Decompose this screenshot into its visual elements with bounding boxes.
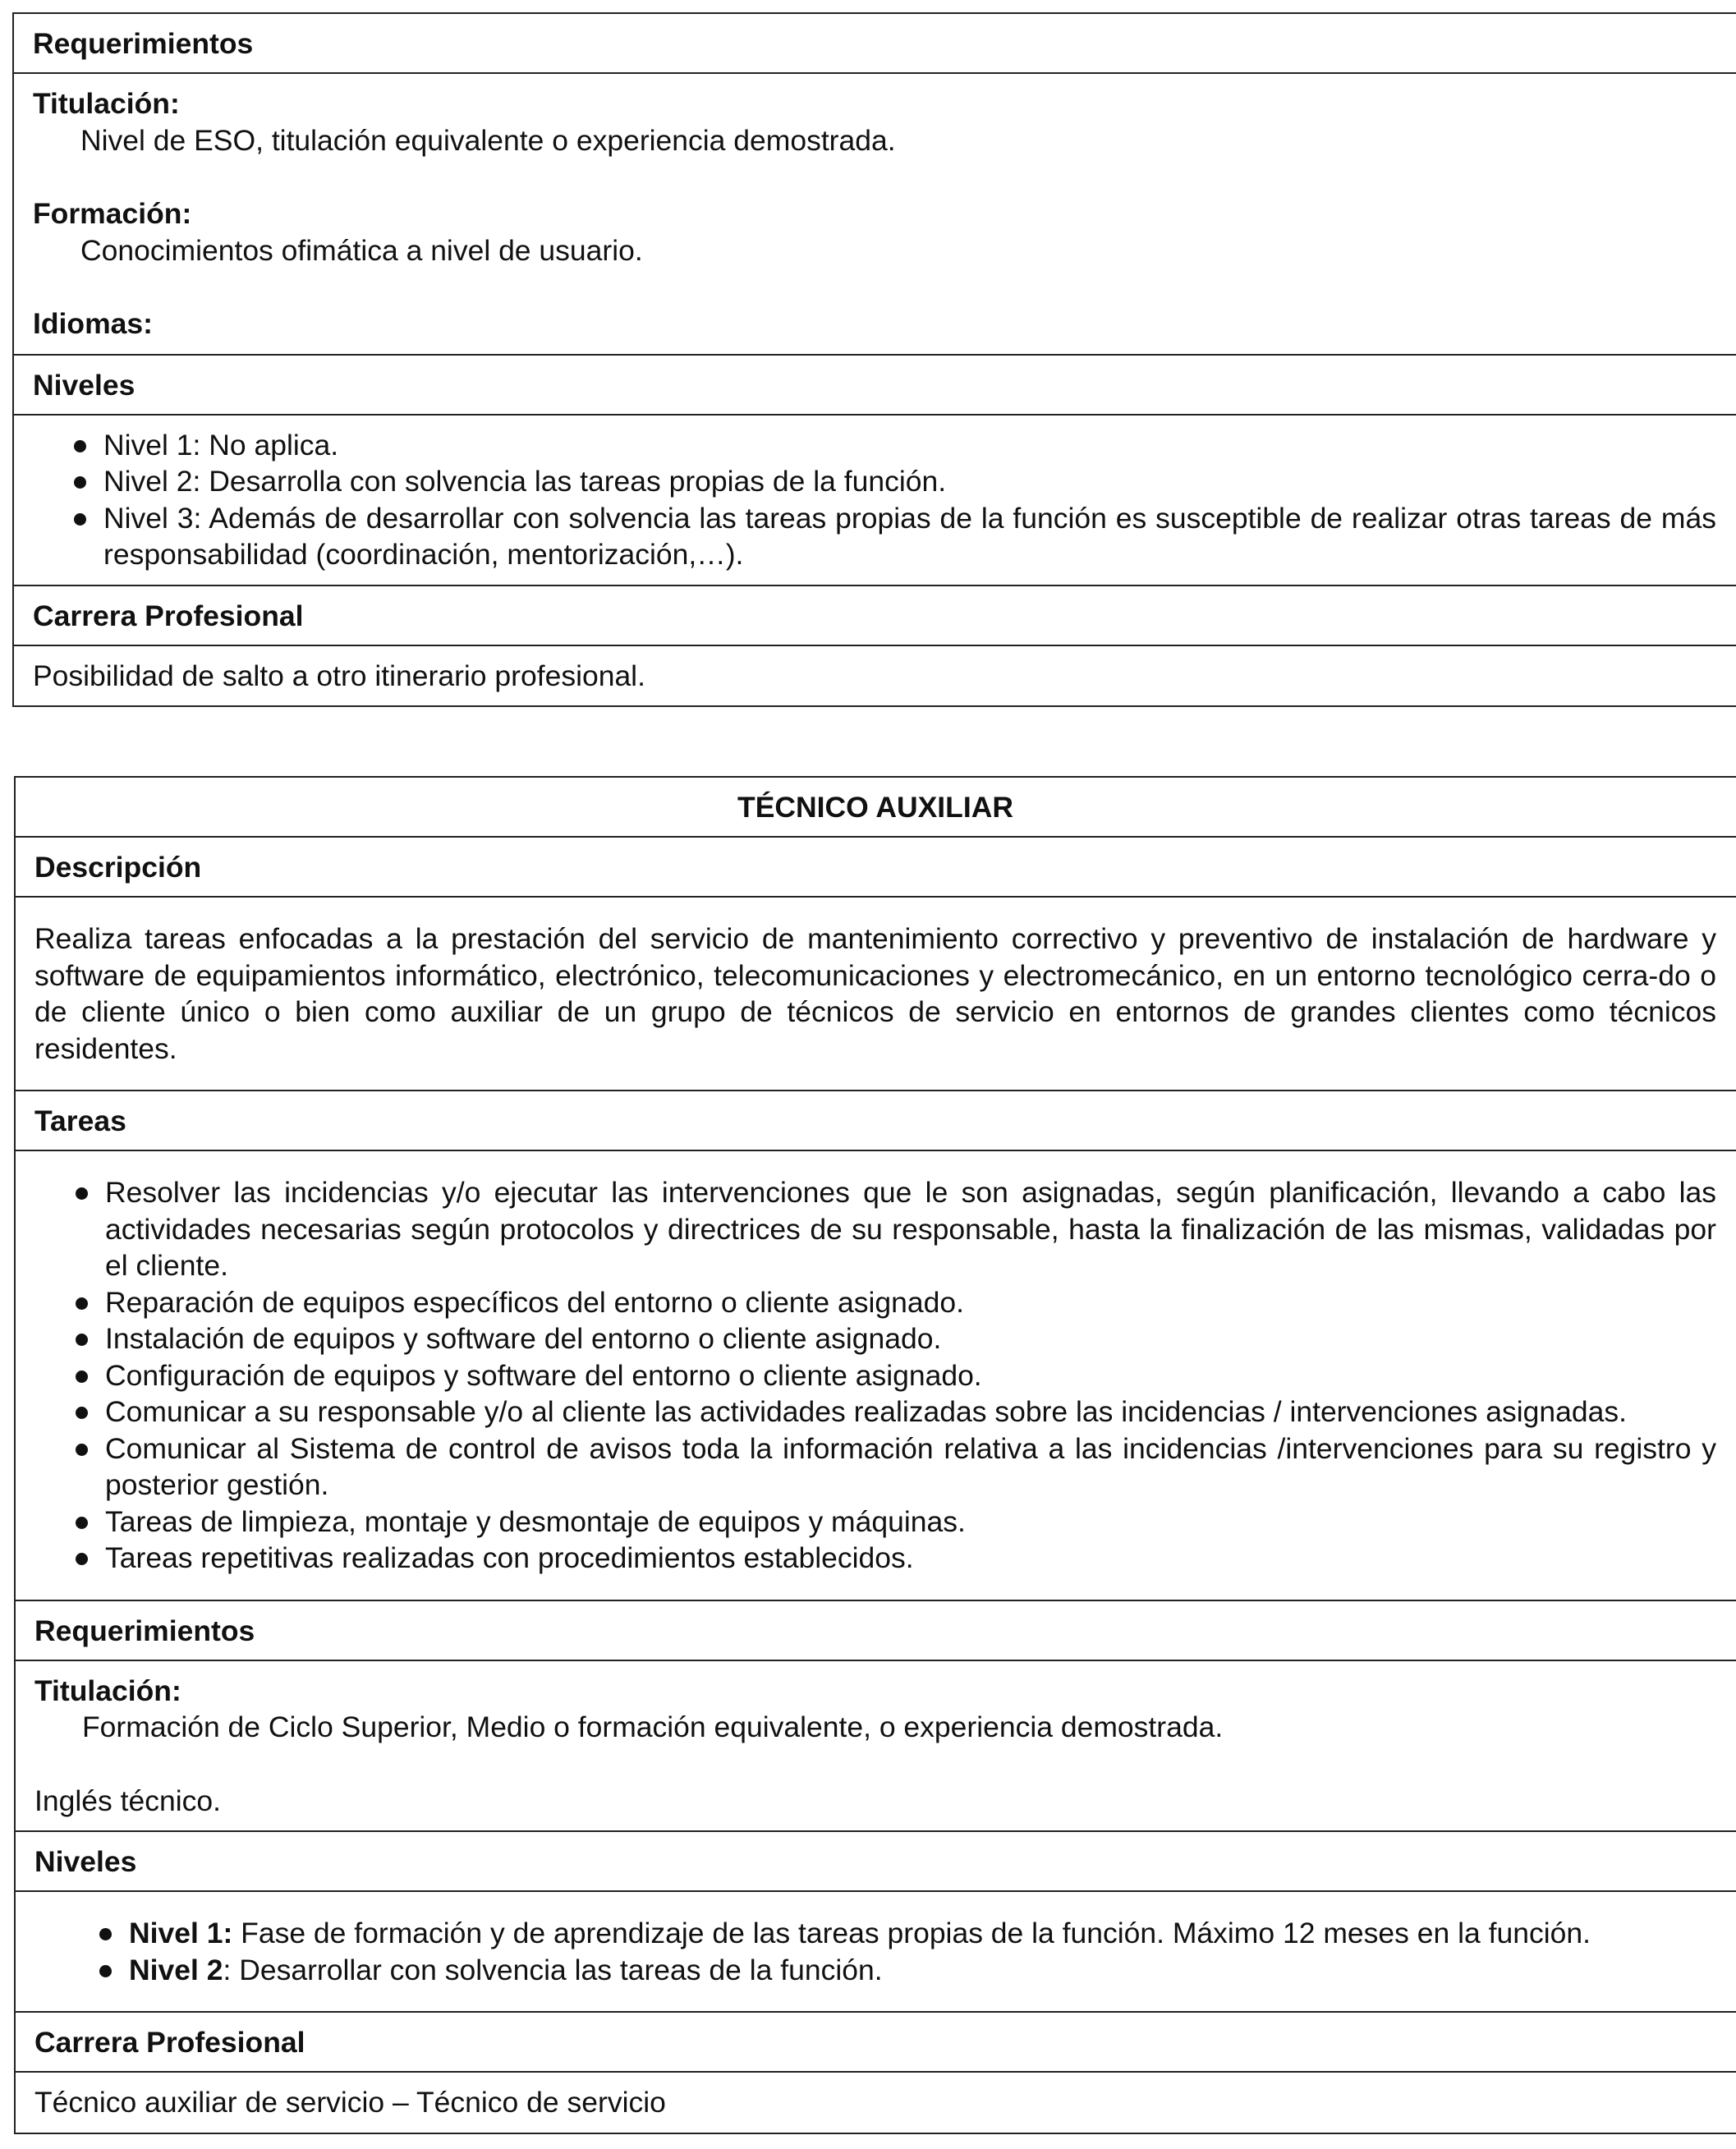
list-item: Instalación de equipos y software del entorno o cliente asignado.	[34, 1320, 1716, 1357]
list-item: Tareas repetitivas realizadas con procedimientos establecidos.	[34, 1540, 1716, 1577]
list-item: Nivel 3: Además de desarrollar con solvencia las tareas propias de la función es susceptible de realizar otras tareas de más responsabilidad (coordinación, mentorización,…).	[33, 500, 1716, 573]
bullet-icon	[76, 1371, 88, 1383]
idiomas-label: Idiomas:	[33, 307, 153, 340]
niveles-section	[14, 416, 1736, 586]
table-title: TÉCNICO AUXILIAR	[16, 778, 1736, 838]
bullet-icon	[76, 1553, 88, 1565]
niveles-section	[16, 1892, 1736, 2013]
requerimientos-section	[14, 74, 1736, 356]
tareas-header: Tareas	[16, 1091, 1736, 1151]
niveles-header: Niveles	[14, 356, 1736, 416]
titulacion-text: Formación de Ciclo Superior, Medio o formación equivalente, o experiencia demostrada.	[82, 1710, 1224, 1743]
bullet-icon	[74, 476, 86, 489]
tareas-section	[16, 1151, 1736, 1601]
list-item: Nivel 1: Fase de formación y de aprendizaje de las tareas propias de la función. Máximo 12 meses en la función.	[34, 1915, 1716, 1952]
list-item: Tareas de limpieza, montaje y desmontaje de equipos y máquinas.	[34, 1504, 1716, 1541]
bullet-icon	[76, 1297, 88, 1310]
descripcion-text: Realiza tareas enfocadas a la prestación del servicio de mantenimiento correctivo y preventivo de instalación de hardware y software de equipamientos informático, electrónico, telecomunicaciones y electromecánico, en un entorno tecnológico cerra-do o de cliente único o bien como auxiliar de un grupo de técnicos de servicio en entornos de grandes clientes como técnicos residentes.	[16, 898, 1736, 1091]
bullet-icon	[76, 1187, 88, 1200]
bullet-icon	[76, 1444, 88, 1456]
requerimientos-section	[16, 1661, 1736, 1833]
titulacion-label: Titulación:	[34, 1674, 181, 1707]
bullet-icon	[99, 1965, 112, 1977]
formacion-label: Formación:	[33, 197, 192, 230]
requirements-table-1	[12, 12, 1736, 707]
descripcion-header: Descripción	[16, 838, 1736, 898]
titulacion-label: Titulación:	[33, 87, 180, 120]
niveles-list	[34, 1915, 1716, 1988]
carrera-header: Carrera Profesional	[16, 2013, 1736, 2073]
list-item: Reparación de equipos específicos del entorno o cliente asignado.	[34, 1284, 1716, 1321]
bullet-icon	[76, 1407, 88, 1419]
list-item: Resolver las incidencias y/o ejecutar las intervenciones que le son asignadas, según planificación, llevando a cabo las actividades necesarias según protocolos y directrices de su responsable, hasta la finalización de las mismas, validadas por el cliente.	[34, 1174, 1716, 1284]
list-item: Nivel 2: Desarrolla con solvencia las tareas propias de la función.	[33, 463, 1716, 500]
tareas-list	[34, 1174, 1716, 1577]
niveles-header: Niveles	[16, 1832, 1736, 1892]
requerimientos-header: Requerimientos	[14, 14, 1736, 74]
idioma-text: Inglés técnico.	[34, 1784, 221, 1817]
requerimientos-header: Requerimientos	[16, 1601, 1736, 1661]
list-item: Nivel 1: No aplica.	[33, 427, 1716, 464]
tecnico-auxiliar-table	[14, 776, 1736, 2134]
carrera-header: Carrera Profesional	[14, 586, 1736, 646]
niveles-list	[33, 427, 1716, 573]
carrera-text: Posibilidad de salto a otro itinerario profesional.	[33, 659, 645, 692]
formacion-text: Conocimientos ofimática a nivel de usuario.	[80, 233, 643, 267]
bullet-icon	[76, 1334, 88, 1346]
bullet-icon	[76, 1517, 88, 1529]
list-item: Comunicar a su responsable y/o al cliente las actividades realizadas sobre las incidencias / intervenciones asignadas.	[34, 1394, 1716, 1430]
bullet-icon	[74, 440, 86, 452]
list-item: Configuración de equipos y software del entorno o cliente asignado.	[34, 1357, 1716, 1394]
list-item: Nivel 2: Desarrollar con solvencia las tareas de la función.	[34, 1952, 1716, 1989]
list-item: Comunicar al Sistema de control de avisos toda la información relativa a las incidencias /intervenciones para su registro y posterior gestión.	[34, 1430, 1716, 1504]
titulacion-text: Nivel de ESO, titulación equivalente o experiencia demostrada.	[80, 123, 896, 157]
carrera-text: Técnico auxiliar de servicio – Técnico de servicio	[34, 2086, 666, 2119]
bullet-icon	[99, 1928, 112, 1940]
bullet-icon	[74, 513, 86, 526]
